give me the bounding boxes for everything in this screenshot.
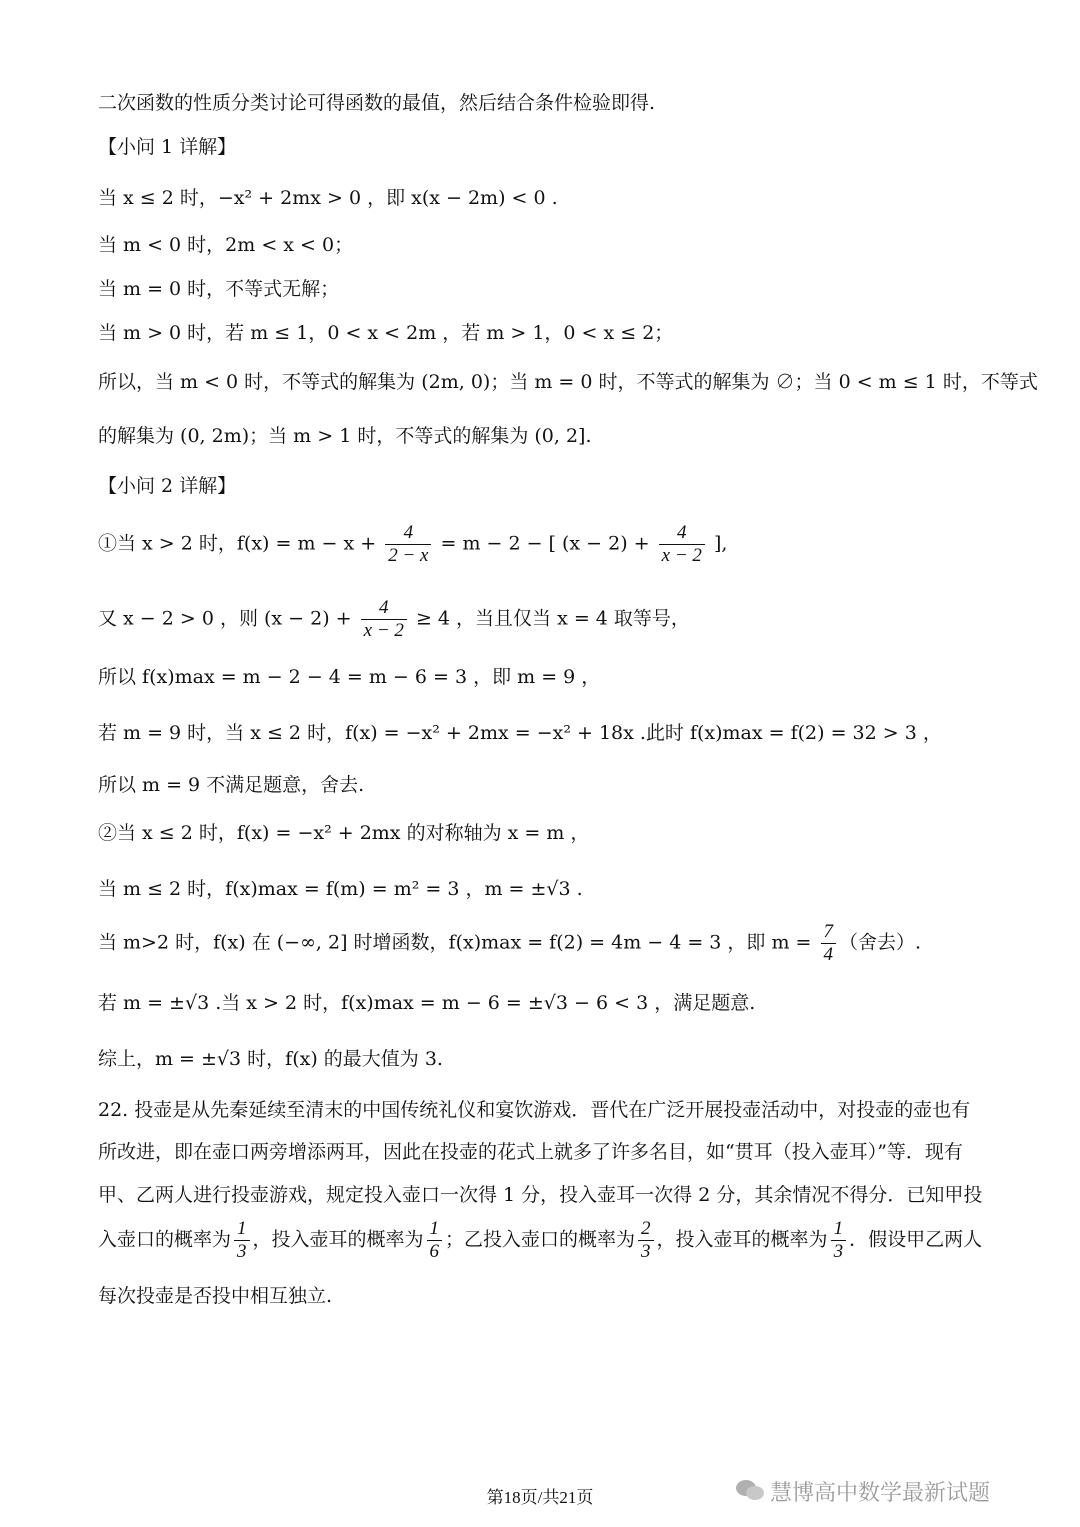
- section-heading-part1: 【小问 1 详解】: [98, 136, 237, 158]
- text-line: 所以 m = 9 不满足题意，舍去.: [98, 774, 365, 796]
- fraction-numerator: 4: [385, 522, 431, 545]
- fraction: [659, 522, 705, 567]
- text-line: 二次函数的性质分类讨论可得函数的最值，然后结合条件检验即得.: [98, 92, 656, 114]
- text-line: 综上，m = ±√3 时，f(x) 的最大值为 3.: [98, 1048, 443, 1070]
- fraction-denominator: 3: [641, 1241, 651, 1262]
- fraction-numerator: 1: [427, 1218, 443, 1241]
- fraction: [821, 921, 837, 966]
- fraction-numerator: 2: [638, 1218, 654, 1241]
- text-line: 所以 f(x)max = m − 2 − 4 = m − 6 = 3 ，即 m = 9 ，: [98, 666, 601, 688]
- text-line: 若 m = 9 时，当 x ≤ 2 时，f(x) = −x² + 2mx = −x² + 18x .此时 f(x)max = f(2) = 32 > 3 ，: [98, 722, 942, 744]
- fraction-denominator: 3: [237, 1241, 247, 1262]
- fraction: [427, 1218, 443, 1263]
- question-22-text: 22. 投壶是从先秦延续至清末的中国传统礼仪和宴饮游戏．晋代在广泛开展投壶活动中，对投壶的壶也有: [98, 1099, 971, 1121]
- fraction-denominator: 2 − x: [388, 545, 429, 566]
- formula-text: （舍去）.: [839, 931, 922, 954]
- watermark-text: 慧博高中数学最新试题: [770, 1481, 991, 1506]
- question-22-probabilities: [98, 1218, 982, 1263]
- question-22-text: 入壶口的概率为: [98, 1228, 232, 1251]
- fraction-denominator: 3: [833, 1241, 844, 1262]
- fraction-denominator: 6: [429, 1241, 440, 1262]
- formula-text: 又 x − 2 > 0 ，则 (x − 2) +: [98, 607, 358, 630]
- fraction: [234, 1218, 250, 1263]
- question-22-text: ，投入壶耳的概率为: [656, 1228, 828, 1251]
- fraction-denominator: x − 2: [661, 545, 702, 566]
- question-22-text: 所改进，即在壶口两旁增添两耳，因此在投壶的花式上就多了许多名目，如“贯耳（投入壶耳）”等．现有: [98, 1141, 963, 1163]
- text-line: 所以，当 m < 0 时，不等式的解集为 (2m, 0)；当 m = 0 时，不等式的解集为 ∅；当 0 < m ≤ 1 时，不等式: [98, 371, 1038, 393]
- formula-line: [98, 522, 727, 567]
- text-line: 当 m ≤ 2 时，f(x)max = f(m) = m² = 3 ，m = ±√3 .: [98, 878, 583, 900]
- formula-text: ≥ 4 ，当且仅当 x = 4 取等号，: [409, 607, 690, 630]
- fraction-denominator: x − 2: [363, 620, 404, 641]
- text-line: 当 m > 0 时，若 m ≤ 1，0 < x < 2m ，若 m > 1，0 < x ≤ 2；: [98, 322, 674, 344]
- question-22-text: ．假设甲乙两人: [849, 1228, 983, 1251]
- fraction-numerator: 4: [659, 522, 705, 545]
- question-22-text: 每次投壶是否投中相互独立.: [98, 1285, 333, 1307]
- fraction: [638, 1218, 654, 1263]
- text-line: 当 x ≤ 2 时，−x² + 2mx > 0 ，即 x(x − 2m) < 0 .: [98, 187, 558, 209]
- formula-text: = m − 2 − [ (x − 2) +: [434, 532, 656, 555]
- question-22-text: ，投入壶耳的概率为: [252, 1228, 424, 1251]
- formula-line: [98, 921, 921, 966]
- text-line: 当 m < 0 时，2m < x < 0；: [98, 234, 354, 256]
- fraction: [361, 597, 407, 642]
- formula-text: ①当 x > 2 时，f(x) = m − x +: [98, 532, 383, 555]
- text-line: 的解集为 (0, 2m)；当 m > 1 时，不等式的解集为 (0, 2].: [98, 425, 592, 447]
- question-22-text: 甲、乙两人进行投壶游戏，规定投入壶口一次得 1 分，投入壶耳一次得 2 分，其余情况不得分．已知甲投: [98, 1184, 983, 1206]
- question-22-text: ；乙投入壶口的概率为: [445, 1228, 636, 1251]
- fraction: [385, 522, 431, 567]
- fraction-numerator: 7: [821, 921, 837, 944]
- section-heading-part2: 【小问 2 详解】: [98, 475, 237, 497]
- fraction: [831, 1218, 847, 1263]
- fraction-numerator: 4: [361, 597, 407, 620]
- fraction-numerator: 1: [831, 1218, 847, 1241]
- formula-text: ],: [707, 532, 728, 555]
- text-line: 若 m = ±√3 .当 x > 2 时，f(x)max = m − 6 = ±√3 − 6 < 3 ，满足题意.: [98, 992, 756, 1014]
- formula-line: [98, 597, 690, 642]
- fraction-denominator: 4: [823, 944, 833, 965]
- formula-text: 当 m>2 时，f(x) 在 (−∞, 2] 时增函数，f(x)max = f(2) = 4m − 4 = 3 ，即 m =: [98, 931, 818, 954]
- text-line: ②当 x ≤ 2 时，f(x) = −x² + 2mx 的对称轴为 x = m ，: [98, 822, 590, 844]
- fraction-numerator: 1: [234, 1218, 250, 1241]
- text-line: 当 m = 0 时，不等式无解；: [98, 278, 340, 300]
- page-footer: 第18页/共21页: [486, 1488, 594, 1507]
